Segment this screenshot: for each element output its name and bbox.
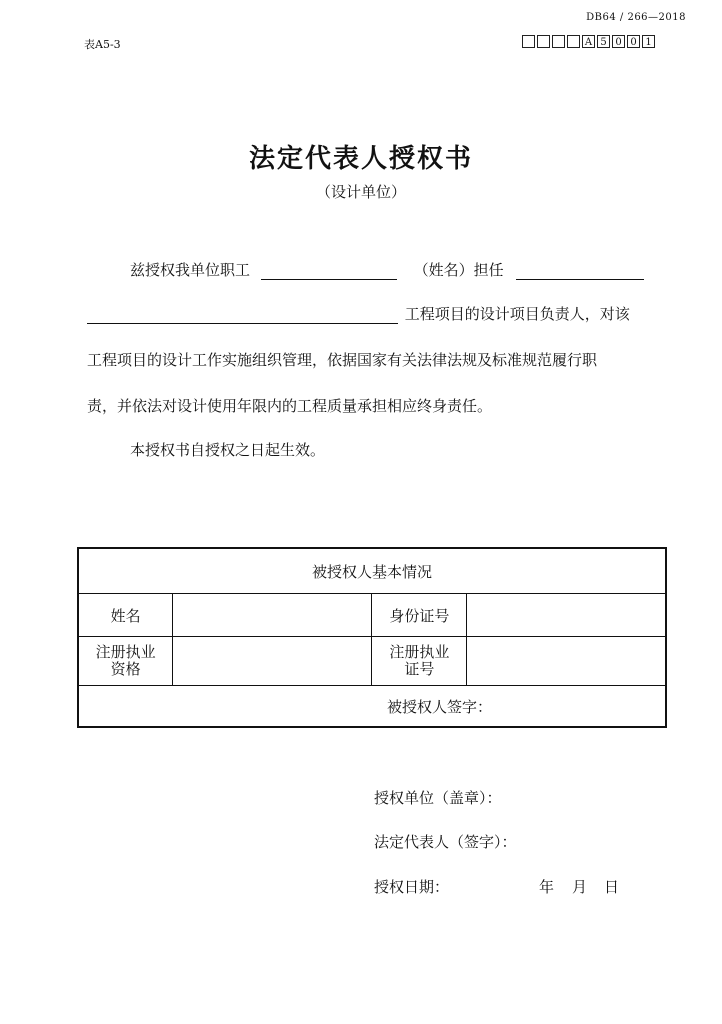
body-line-5: 本授权书自授权之日起生效。 xyxy=(130,441,326,459)
code-box: A xyxy=(582,35,595,48)
legal-rep-signature: 法定代表人（签字）： xyxy=(374,833,517,851)
name-role-text: （姓名）担任 xyxy=(413,261,504,279)
code-box: 1 xyxy=(642,35,655,48)
id-cell[interactable] xyxy=(467,594,666,637)
code-box: 5 xyxy=(597,35,610,48)
form-number: 表A5-3 xyxy=(84,38,121,51)
project-name-blank[interactable] xyxy=(87,307,398,324)
document-subtitle: （设计单位） xyxy=(315,183,406,201)
project-leader-text: 工程项目的设计项目负责人，对该 xyxy=(404,305,630,323)
authorization-date-label: 授权日期： xyxy=(374,878,450,896)
qualification-cell[interactable] xyxy=(173,637,372,686)
id-label: 身份证号 xyxy=(372,594,467,637)
qualification-label: 注册执业 资格 xyxy=(78,637,173,686)
authorized-signature-label: 被授权人签字： xyxy=(387,697,493,716)
standard-code: DB64 / 266—2018 xyxy=(586,12,686,23)
signature-row[interactable] xyxy=(78,686,666,728)
body-line-2 xyxy=(87,303,630,324)
date-month: 月 xyxy=(572,878,588,896)
date-day: 日 xyxy=(604,878,620,896)
code-box xyxy=(567,35,580,48)
document-title: 法定代表人授权书 xyxy=(248,144,473,174)
code-box: 0 xyxy=(627,35,640,48)
code-boxes xyxy=(522,35,655,48)
employee-name-blank[interactable] xyxy=(261,263,397,280)
name-label: 姓名 xyxy=(78,594,173,637)
body-line-1 xyxy=(130,259,644,280)
role-blank[interactable] xyxy=(516,263,644,280)
date-year: 年 xyxy=(539,878,555,896)
table-heading: 被授权人基本情况 xyxy=(78,548,666,594)
name-cell[interactable] xyxy=(173,594,372,637)
authorized-person-table xyxy=(77,547,667,728)
code-box xyxy=(522,35,535,48)
authorize-employee-text: 兹授权我单位职工 xyxy=(130,261,251,279)
body-line-3: 工程项目的设计工作实施组织管理，依据国家有关法律法规及标准规范履行职 xyxy=(87,351,598,369)
authorizing-unit-seal: 授权单位（盖章）： xyxy=(374,789,502,807)
code-box xyxy=(552,35,565,48)
cert-number-label: 注册执业 证号 xyxy=(372,637,467,686)
code-box xyxy=(537,35,550,48)
code-box: 0 xyxy=(612,35,625,48)
cert-number-cell[interactable] xyxy=(467,637,666,686)
body-line-4: 责，并依法对设计使用年限内的工程质量承担相应终身责任。 xyxy=(87,397,493,415)
